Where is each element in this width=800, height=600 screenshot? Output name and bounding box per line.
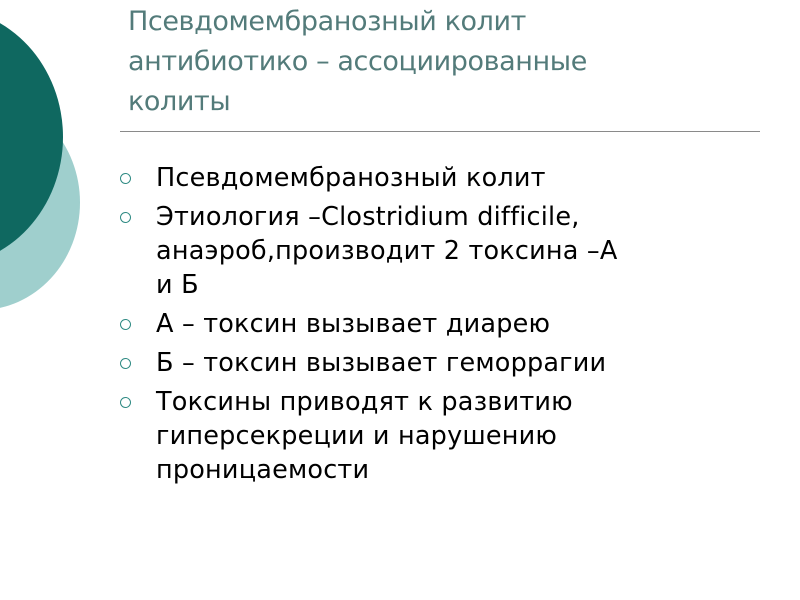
bullet-item — [120, 161, 780, 195]
bullet-line: Токсины приводят к развитию — [156, 387, 573, 417]
bullet-item — [120, 200, 780, 302]
hollow-circle-icon — [120, 173, 131, 184]
bullet-item — [120, 307, 780, 341]
title-line: Псевдомембранозный колит — [128, 6, 526, 37]
title-line: колиты — [128, 86, 231, 117]
bullet-text — [156, 200, 780, 302]
bullet-line: гиперсекреции и нарушению — [156, 421, 558, 451]
bullet-text — [156, 346, 780, 380]
bullet-line: проницаемости — [156, 455, 370, 485]
title-line: антибиотико – ассоциированные — [128, 46, 587, 77]
hollow-circle-icon — [120, 319, 131, 330]
title-divider — [120, 131, 760, 132]
hollow-circle-icon — [120, 358, 131, 369]
bullet-line: Псевдомембранозный колит — [156, 163, 546, 193]
bullet-text — [156, 307, 780, 341]
bullet-text — [156, 385, 780, 487]
hollow-circle-icon — [120, 212, 131, 223]
bullet-line: Этиология –Clostridium difficile, — [156, 202, 580, 232]
bullet-line: анаэроб,производит 2 токсина –А — [156, 236, 618, 266]
bullet-line: А – токсин вызывает диарею — [156, 309, 551, 339]
bullet-line: Б – токсин вызывает геморрагии — [156, 348, 607, 378]
hollow-circle-icon — [120, 397, 131, 408]
bullet-text — [156, 161, 780, 195]
bullet-list — [120, 161, 780, 492]
slide-title — [128, 2, 768, 122]
bullet-item — [120, 385, 780, 487]
bullet-item — [120, 346, 780, 380]
bullet-line: и Б — [156, 270, 199, 300]
